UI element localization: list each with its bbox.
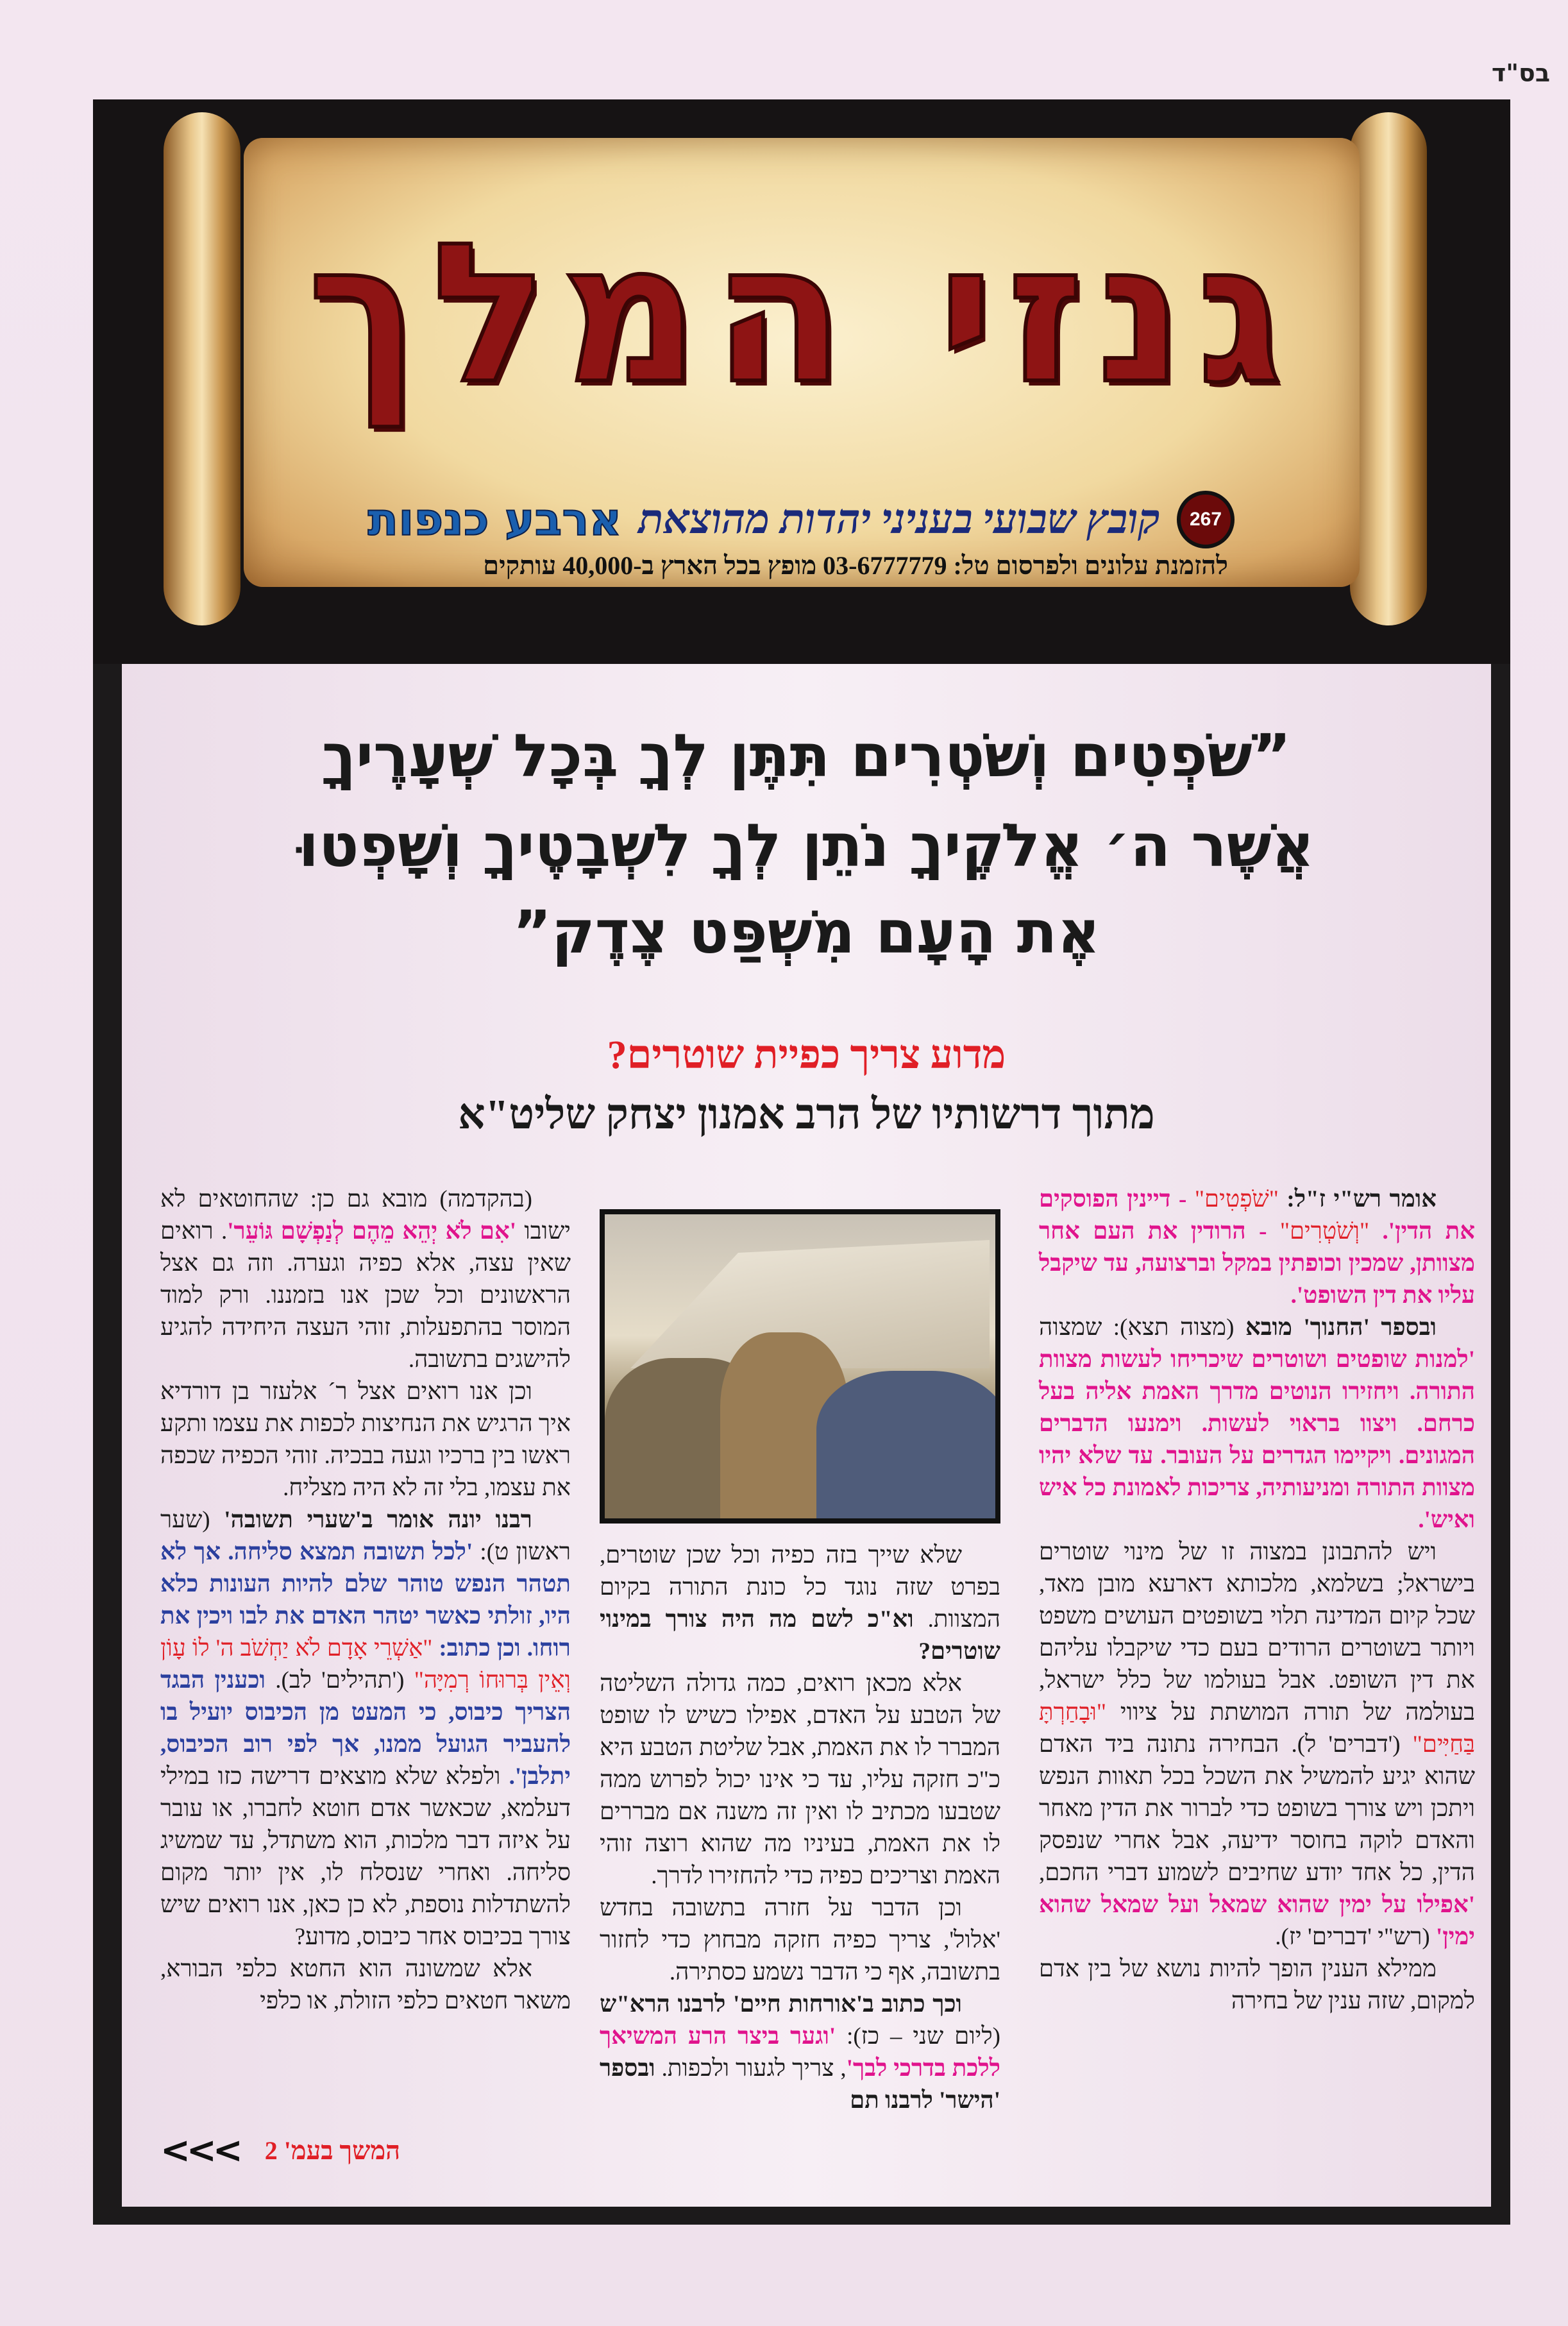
paragraph xyxy=(1039,1312,1475,1536)
paragraph xyxy=(1039,1184,1475,1312)
text-segment: ממילא הענין הופך להיות נושא של בין אדם למקום, שזה ענין של בחירה xyxy=(1039,1956,1475,2014)
issue-number-badge: 267 xyxy=(1177,491,1235,548)
text-segment: 'לכל תשובה תמצא סליחה. אך לא תטהר הנפש טוהר שלם להיות העונות כלא היו, זולתי כאשר יטהר האדם את לבו ויכין את רוחו. וכן כתוב: xyxy=(160,1539,571,1661)
text-segment: - דיינין הפוסקים את הדין'. xyxy=(1039,1186,1475,1244)
paragraph xyxy=(600,1540,1000,1668)
masthead-title: גנזי המלך xyxy=(307,202,1296,426)
paragraph xyxy=(1039,1536,1475,1953)
masthead-subtitle-row xyxy=(367,491,1235,548)
article-byline: מתוך דרשותיו של הרב אמנון יצחק שליט"א xyxy=(458,1091,1155,1138)
text-segment: (מצוה תצא): שמצוה xyxy=(1039,1314,1235,1341)
article-question: מדוע צריך כפיית שוטרים? xyxy=(607,1033,1006,1077)
text-segment: ובספר 'הישר' לרבנו תם xyxy=(600,2055,1000,2114)
text-segment: (ליום שני – כז): xyxy=(836,2023,1001,2050)
masthead xyxy=(93,99,1510,664)
verse-line-3: אֶת הָעָם מִשְׁפַּט צֶדֶק” xyxy=(512,898,1100,967)
scroll-roll-left xyxy=(164,112,240,625)
paragraph xyxy=(160,1376,571,1504)
text-segment: שלא שייך בזה כפיה וכל שכן שוטרים, בפרט שזה נוגד כל כונת התורה בקיום המצוות. xyxy=(600,1542,1000,1633)
text-segment: 'למנות שופטים ושוטרים שיכריחו לעשות מצוות התורה. ויחזירו הנוטים מדרך האמת אליה בעל כרחם. ויצוו בראוי לעשות. וימנעו הדברים המגונים. ויקיימו הגדרים על העובר. עד שלא יהיו מצוות התורה ומניעותיה, צריכות לאמונת כל איש ואיש'. xyxy=(1039,1346,1475,1533)
text-segment: וא"כ לשם מה היה צורך במינוי שוטרים? xyxy=(600,1606,1000,1665)
text-segment: 'וגער ביצר הרע המשיאך ללכת בדרכי לבך' xyxy=(600,2023,1000,2082)
text-segment: וכענין הבגד הצריך כיבוס, כי המעט מן הכיבוס יועיל בו להעביר הגועל ממנו, אך לפי רוב הכיבוס, יתלבן'. xyxy=(160,1667,571,1790)
continued-link[interactable] xyxy=(160,2130,400,2171)
text-segment: (בהקדמה) מובא גם כן: שהחוטאים לא ישובו xyxy=(160,1186,571,1244)
paragraph xyxy=(600,1892,1000,1989)
text-segment: ('תהילים' לב). xyxy=(266,1667,414,1694)
text-segment: וכך כתוב ב'אורחות חיים' לרבנו הרא"ש xyxy=(600,1991,962,2017)
column-middle xyxy=(600,1540,1000,2117)
text-segment: ובספר 'החנוך' מובא xyxy=(1234,1314,1437,1341)
verse-line-2: אֲשֶׁר ה׳ אֱלֹקֶיךָ נֹתֵן לְךָ לִשְׁבָטֶיךָ וְשָׁפְטוּ xyxy=(298,811,1315,880)
text-segment: ולפלא שלא מוצאים דרישה כזו במילי דעלמא, שכאשר אדם חוטא לחברו, או עובר על איזה דבר מלכות, הוא משתדל, עד שמשיג סליחה. ואחרי שנסלח לו, אין יותר מקום להשתדלות נוספת, לא כן כאן, אנו רואים שיש צורך בכיבוס אחר כיבוס, מדוע? xyxy=(160,1763,571,1950)
text-segment: "שֹׁפְטִים" xyxy=(1194,1186,1279,1212)
text-segment: (רש"י 'דברים' יז). xyxy=(1275,1924,1436,1950)
text-segment: וכן הדבר על חזרה בתשובה בחדש 'אלול', צריך כפיה חזקה מבחוץ כדי לחזור בתשובה, אף כי הדבר נשמע כסתירה. xyxy=(600,1895,1000,1985)
text-segment: . רואים שאין עצה, אלא כפיה וגערה. וזה גם אצל הראשונים וכל שכן אנו בזמננו. ורק למוד המוסר בהתפעלות, זוהי העצה היחידה להגיע להישגים בתשובה. xyxy=(160,1218,571,1373)
text-segment: ויש להתבונן במצוה זו של מינוי שוטרים בישראל; בשלמא, מלכותא דארעא מובן מאד, שכל קיום המדינה תלוי בשופטים העושים משפט ויותר בשוטרים הרודים בעם כדי שיקבלו עליהם את דין השופט. אבל בעולמו של כלל ישראל, בעולמה של תורה המושתת על ציווי xyxy=(1039,1539,1475,1726)
text-segment: (שער ראשון ט): xyxy=(160,1507,571,1565)
text-segment: 'אפילו על ימין שהוא שמאל ועל שמאל שהוא ימין' xyxy=(1039,1892,1475,1950)
text-segment: "וּבָחַרְתָּ בַּחַיִּים" xyxy=(1039,1699,1475,1758)
verse-line-1: ”שֹׁפְטִים וְשֹׁטְרִים תִּתֶּן לְךָ בְּכָל שְׁעָרֶיךָ xyxy=(321,722,1292,790)
column-left xyxy=(160,1184,571,2017)
paragraph xyxy=(160,1953,571,2017)
text-segment: 'אִם לֹא יְהֵא מֵהֶם לְנַפְשָׁם גּוֹעֵר' xyxy=(227,1218,516,1244)
contact-line: להזמנת עלונים ולפרסום טל: 03-6777779 מופץ בכל הארץ ב-40,000 עותקים xyxy=(483,551,1228,580)
text-segment: - הרודין את העם אחר מצוותן, שמכין וכופתין במקל וברצועה, עד שיקבל עליו את דין השופט'. xyxy=(1039,1218,1475,1309)
text-segment: "וְשֹׁטְרִים" xyxy=(1279,1218,1370,1244)
text-segment: רבנו יונה אומר ב'שערי תשובה' xyxy=(224,1507,532,1533)
text-segment: אלא מכאן רואים, כמה גדולה השליטה של הטבע על האדם, אפילו כשיש לו שופט המברר לו את האמת, אבל שליטת הטבע היא כ"כ חזקה עליו, עד כי אינו יכול לפרוש ממה שטבעו מכתיב לו ואין זה משנה אם מבררים לו את האמת, בעיניו מה שהוא רוצה זוהי האמת וצריכים כפיה כדי להחזירו לדרך. xyxy=(600,1670,1000,1889)
masthead-subtitle: קובץ שבועי בעניני יהדות מהוצאת xyxy=(638,497,1160,542)
publisher-logo: ארבע כנפות xyxy=(367,493,622,546)
text-segment: וכן אנו רואים אצל ר´ אלעזר בן דורדיא איך הרגיש את הנחיצות לכפות את עצמו ותקע ראשו בין ברכיו וגעה בבכיה. זוהי הכפיה שכפה את עצמו, בלי זה לא היה מצליח. xyxy=(160,1379,571,1501)
text-segment: אומר רש"י ז"ל: xyxy=(1278,1186,1437,1212)
paragraph xyxy=(600,1668,1000,1892)
paragraph xyxy=(600,1989,1000,2117)
paragraph xyxy=(160,1184,571,1376)
paragraph xyxy=(1039,1953,1475,2017)
scroll-roll-right xyxy=(1350,112,1427,625)
text-segment: , צריך לגעור ולכפות. xyxy=(655,2055,847,2082)
text-segment: ('דברים' ל). הבחירה נתונה ביד האדם שהוא יגיע להמשיל את השכל בכל תאוות הנפש ויתכן ויש צורך בשופט כדי לברור את הדין מאחר והאדם לוקה בחוסר ידיעה, אבל אחרי שנפסק הדין, כל אחד יודע שחיבים לשמוע דברי החכם, xyxy=(1039,1731,1475,1886)
column-right xyxy=(1039,1184,1475,2017)
continue-arrows-icon: <<< xyxy=(160,2130,239,2171)
continued-label: המשך בעמ' 2 xyxy=(264,2136,401,2165)
paragraph xyxy=(160,1504,571,1953)
page-mark: בס"ד xyxy=(1491,59,1550,87)
text-segment: אלא שמשונה הוא החטא כלפי הבורא, משאר חטאים כלפי הזולת, או כלפי xyxy=(160,1956,571,2014)
text-segment: "אַשְׁרֵי אָדָם לֹא יַחְשֹׁב ה' לוֹ עָוֹן וְאֵין בְּרוּחוֹ רְמִיָּה" xyxy=(160,1635,571,1694)
illustration-figures xyxy=(816,1371,1000,1518)
illustration-crowd xyxy=(600,1209,1000,1524)
